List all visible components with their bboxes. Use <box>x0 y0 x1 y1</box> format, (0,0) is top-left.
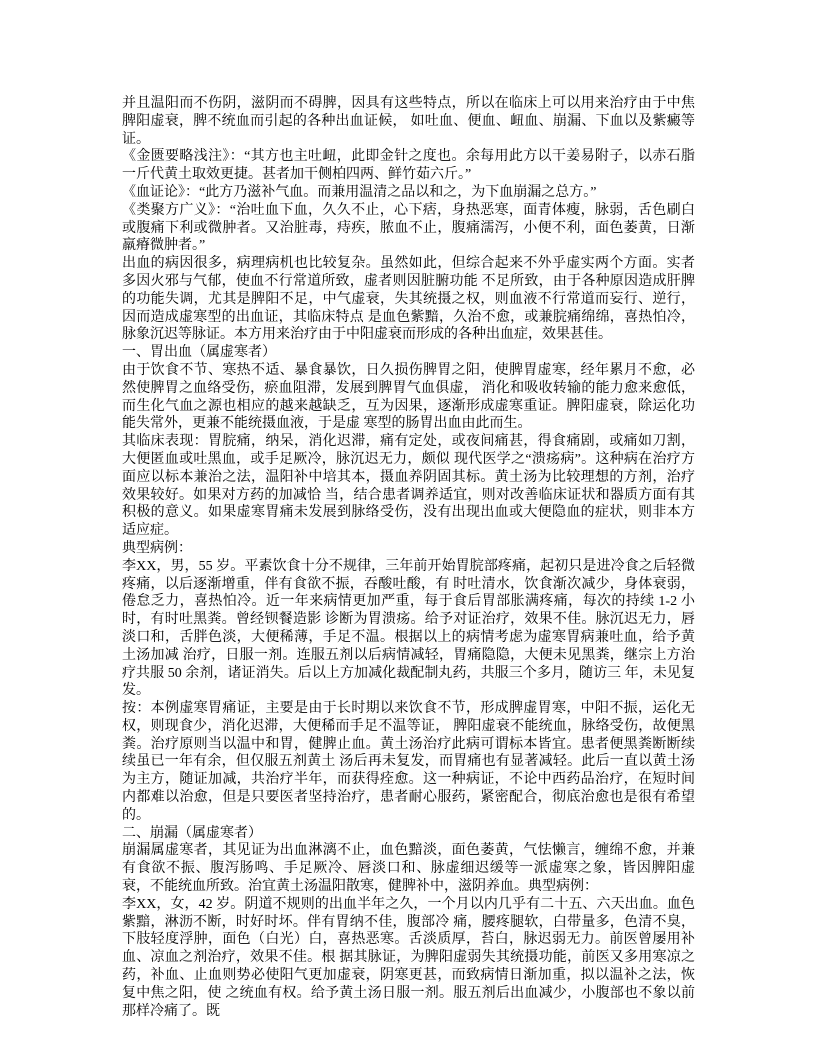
commentary-paragraph: 按：本例虚寒胃痛证，主要是由于长时期以来饮食不节，形成脾虚胃寒，中阳不振，运化无权，则现食少，消化迟滞，大便稀而手足不温等证， 脾阳虚衰不能统血，脉络受伤，故便黑粪。治疗原则当以温中和胃，健脾止血。黄土汤治疗此病可谓标本皆宜。患者便黑粪断断续续虽已一年有余，但仅服五剂黄土 汤后再未复发，而胃痛也有显著减轻。此后一直以黄土汤为主方，随证加减，共治疗半年，而获得痊愈。这一种病证，不论中西药品治疗，在短时间内都难以治愈，但是只要医者坚持治疗，患者耐心服药，紧密配合，彻底治愈也是很有希望的。 <box>122 701 695 823</box>
section-heading-stomach-bleeding: 一、胃出血（属虚寒者） <box>122 345 276 361</box>
case-2-paragraph: 李XX，女，42 岁。阴道不规则的出血半年之久，一个月以内几乎有二十五、六天出血。血色紫黯，淋沥不断，时好时坏。伴有胃纳不佳，腹部冷 痛，腰疼腿软，白带量多，色清不臭，下肢轻度浮肿，面色（白光）白，喜热恶寒。舌淡质厚，苔白，脉迟弱无力。前医曾屡用补血、凉血之剂治疗，效果不佳。根 据其脉证，为脾阳虚弱失其统摄功能，前医又多用寒凉之药，补血、止血则势必使阳气更加虚衰，阴寒更甚，而致病情日渐加重，拟以温补之法，恢复中焦之阳，使 之统血有权。给予黄土汤日服一剂。服五剂后出血减少，小腹部也不象以前那样冷痛了。既 <box>122 896 695 1019</box>
document-body <box>122 95 695 1020</box>
case-label: 典型病例： <box>122 540 192 556</box>
etiology-paragraph: 由于饮食不节、寒热不适、暴食暴饮，日久损伤脾胃之阳，使脾胃虚寒，经年累月不愈，必然使脾胃之血络受伤，瘀血阻滞，发展到脾胃气血俱虚， 消化和吸收转输的能力愈来愈低，而生化气血之源也相应的越来越缺乏，互为因果，逐渐形成虚寒重证。脾阳虚衰，除运化功能失常外，更兼不能统摄血液，于是虚 寒型的肠胃出血由此而生。 <box>122 362 695 432</box>
section-heading-benglou: 二、崩漏（属虚寒者） <box>122 825 262 841</box>
clinical-manifestation-paragraph: 其临床表现：胃脘痛，纳呆，消化迟滞，痛有定处，或夜间痛甚，得食痛剧，或痛如刀割，大便匿血或吐黑血，或手足厥冷，脉沉迟无力，颇似 现代医学之“溃疡病”。这种病在治疗方面应以标本兼治之法，温阳补中培其本，摄血养阴固其标。黄土汤为比较理想的方剂，治疗效果较好。如果对方药的加减恰 当，结合患者调养适宜，则对改善临床证状和器质方面有其积极的意义。如果虚寒胃痛未发展到脉络受伤，没有出现出血或大便隐血的症状，则非本方适应症。 <box>122 434 695 539</box>
quote-xuezhenglun: 《血证论》：“此方乃滋补气血。而兼用温清之品以和之，为下血崩漏之总方。” <box>122 184 597 200</box>
intro-paragraph: 并且温阳而不伤阴，滋阴而不碍脾，因具有这些特点，所以在临床上可以用来治疗由于中焦脾阳虚衰，脾不统血而引起的各种出血证候， 如吐血、便血、衄血、崩漏、下血以及紫癜等证。 <box>122 96 695 147</box>
quote-leijufang-guangyi: 《类聚方广义》：“治吐血下血，久久不止，心下痞，身热恶寒，面青体瘦，脉弱，舌色刷白或腹痛下利或微肿者。又治脏毒，痔疾，脓血不止，腹痛濡泻，小便不利，面色萎黄，日渐羸瘠微肿者。” <box>122 202 695 254</box>
benglou-overview-paragraph: 崩漏属虚寒者，其见证为出血淋漓不止，血色黯淡，面色萎黄，气怯懒言，缠绵不愈，并兼有食欲不振、腹泻肠鸣、手足厥冷、唇淡口和、脉虚细迟缓等一派虚寒之象，皆因脾阳虚衰，不能统血所致。治宜黄土汤温阳散寒，健脾补中，滋阴养血。典型病例： <box>122 843 695 895</box>
case-1-paragraph: 李XX，男，55 岁。平素饮食十分不规律，三年前开始胃脘部疼痛，起初只是进冷食之后轻微疼痛，以后逐渐增重，伴有食欲不振，吞酸吐酸，有 时吐清水，饮食渐次减少，身体衰弱，倦怠乏力，喜热怕冷。近一年来病情更加严重，每于食后胃部胀满疼痛，每次的持续 1-2 小时，有时吐黑粪。曾经钡餐造影 诊断为胃溃疡。给予对证治疗，效果不佳。脉沉迟无力，唇淡口和，舌胖色淡，大便稀薄，手足不温。根据以上的病情考虑为虚寒胃病兼吐血，给予黄土汤加减 治疗，日服一剂。连服五剂以后病情减轻，胃痛隐隐，大便未见黑粪，继宗上方治疗共服 50 余剂，诸证消失。后以上方加减化裁配制丸药，共服三个多月，随访三 年，未见复发。 <box>122 558 695 699</box>
quote-jinkui-yaolue-qianzhu: 《金匮要略浅注》：“其方也主吐衄，此即金针之度也。余每用此方以干姜易附子，以赤石脂一斤代黄土取效更捷。甚者加干侧柏四两、鲜竹茹六斤。” <box>122 149 695 183</box>
pathology-overview-paragraph: 出血的病因很多，病理病机也比较复杂。虽然如此，但综合起来不外乎虚实两个方面。实者多因火邪与气郁，使血不行常道所致，虚者则因脏腑功能 不足所致，由于各种原因造成肝脾的功能失调，尤其是脾阳不足，中气虚衰，失其统摄之权，则血液不行常道而妄行、逆行，因而造成虚寒型的出血证，其临床特点 是血色紫黯，久治不愈，或兼脘痛绵绵，喜热怕冷，脉象沉迟等脉证。本方用来治疗由于中阳虚衰而形成的各种出血症，效果甚佳。 <box>122 256 695 343</box>
